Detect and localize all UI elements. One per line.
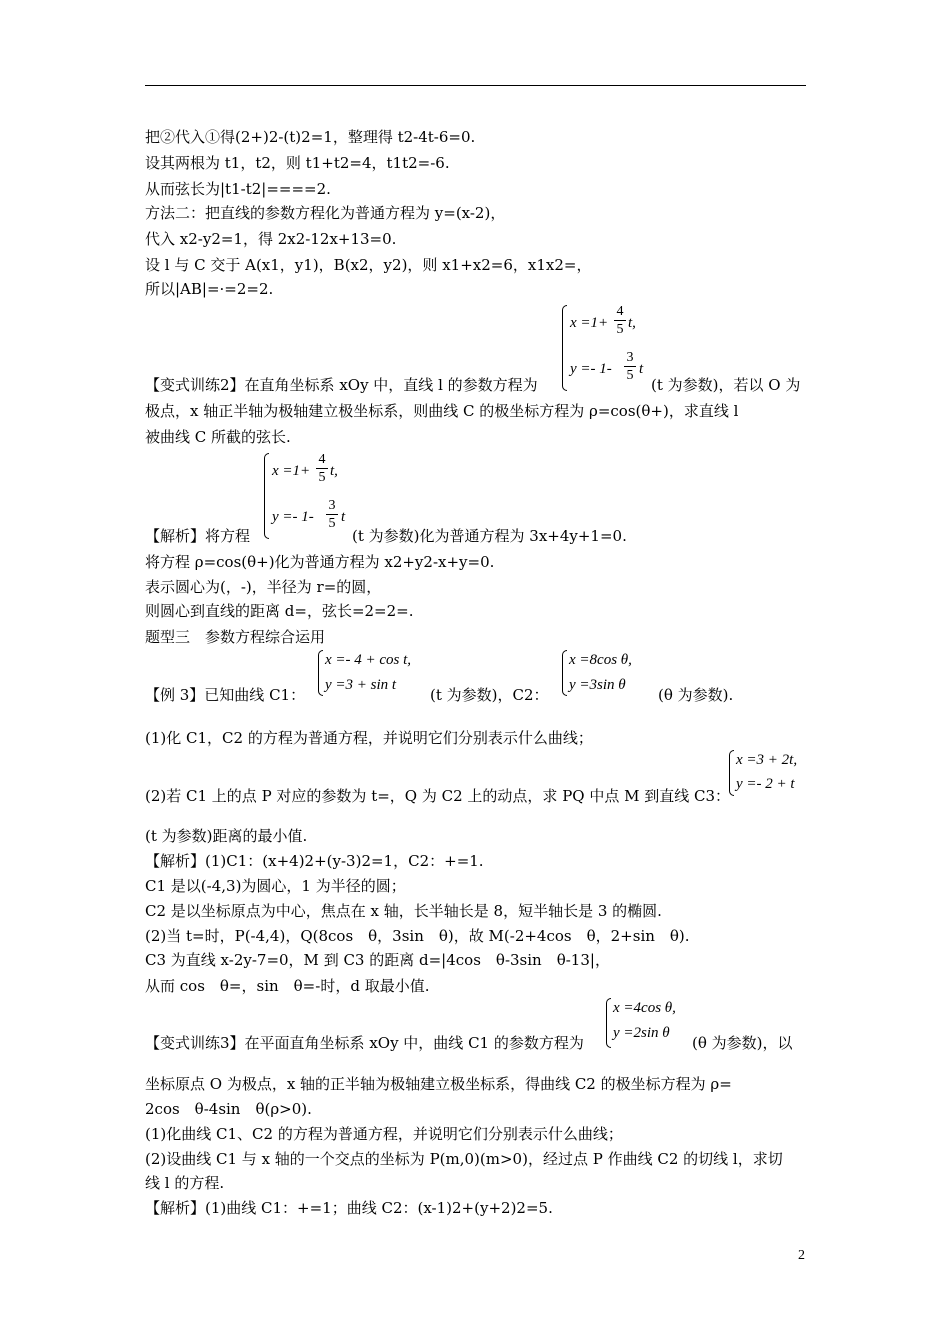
- text-line: (t 为参数)，C2：: [430, 686, 549, 704]
- text-line: 【变式训练2】在直角坐标系 xOy 中，直线 l 的参数方程为: [145, 376, 538, 394]
- text-line: (2)设曲线 C1 与 x 轴的一个交点的坐标为 P(m,0)(m>0)，经过点 P 作曲线 C2 的切线 l，求切: [145, 1150, 783, 1168]
- text-line: C1 是以(-4,3)为圆心，1 为半径的圆；: [145, 877, 406, 895]
- formula-row: y =3sin θ: [569, 677, 626, 693]
- header-rule: [145, 85, 806, 86]
- fraction: 4 5: [614, 304, 626, 337]
- text-line: (1)化 C1，C2 的方程为普通方程，并说明它们分别表示什么曲线；: [145, 729, 593, 747]
- text-line: 设其两根为 t1，t2，则 t1+t2=4，t1t2=-6.: [145, 154, 450, 172]
- formula-row: x =4cos θ,: [613, 1000, 676, 1016]
- formula-row: t,: [628, 315, 636, 331]
- formula-row: t: [639, 361, 644, 377]
- formula-row: x =1+: [272, 463, 311, 479]
- text-line: 【解析】(1)曲线 C1：+=1；曲线 C2：(x-1)2+(y+2)2=5.: [145, 1199, 553, 1217]
- text-line: (t 为参数)距离的最小值.: [145, 827, 308, 845]
- text-line: 极点，x 轴正半轴为极轴建立极坐标系，则曲线 C 的极坐标方程为 ρ=cos(θ+)，求直线 l: [145, 402, 739, 420]
- text-line: 则圆心到直线的距离 d=，弦长=2=2=.: [145, 602, 414, 620]
- text-line: C3 为直线 x-2y-7=0，M 到 C3 的距离 d=|4cos θ-3sin θ-13|，: [145, 951, 610, 969]
- formula-row: y =3 + sin t: [325, 677, 397, 693]
- text-line: (2)当 t=时，P(-4,4)，Q(8cos θ，3sin θ)，故 M(-2+4cos θ，2+sin θ).: [145, 927, 690, 945]
- formula-row: x =1+: [570, 315, 609, 331]
- formula-row: t: [341, 509, 346, 525]
- text-line: (θ 为参数)，以: [692, 1034, 793, 1052]
- text-line: (θ 为参数).: [658, 686, 734, 704]
- text-line: 从而 cos θ=，sin θ=-时，d 取最小值.: [145, 977, 430, 995]
- fraction: 4 5: [316, 452, 328, 485]
- text-line: 将方程 ρ=cos(θ+)化为普通方程为 x2+y2-x+y=0.: [145, 553, 495, 571]
- formula-row: x =3 + 2t,: [736, 752, 798, 768]
- text-line: (2)若 C1 上的点 P 对应的参数为 t=，Q 为 C2 上的动点，求 PQ 中点 M 到直线 C3：: [145, 787, 731, 805]
- formula-row: y =- 2 + t: [736, 776, 795, 792]
- formula-row: t,: [330, 463, 338, 479]
- fraction: 3 5: [624, 350, 636, 383]
- brace-icon: [562, 305, 567, 391]
- text-line: 被曲线 C 所截的弦长.: [145, 428, 291, 446]
- text-line: 坐标原点 O 为极点，x 轴的正半轴为极轴建立极坐标系，得曲线 C2 的极坐标方程为 ρ=: [145, 1075, 732, 1093]
- formula-row: x =8cos θ,: [569, 652, 632, 668]
- text-line: 从而弦长为|t1-t2|====2.: [145, 180, 331, 198]
- text-line: 题型三 参数方程综合运用: [145, 628, 326, 646]
- text-line: 所以|AB|=·=2=2.: [145, 280, 274, 298]
- text-line: (1)化曲线 C1、C2 的方程为普通方程，并说明它们分别表示什么曲线；: [145, 1125, 623, 1143]
- text-line: 设 l 与 C 交于 A(x1，y1)，B(x2，y2)，则 x1+x2=6，x1x2=，: [145, 256, 592, 274]
- brace-icon: [606, 998, 611, 1048]
- brace-icon: [264, 453, 269, 539]
- page-number: 2: [798, 1248, 805, 1263]
- text-line: (t 为参数)，若以 O 为: [651, 376, 801, 394]
- formula-row: y =- 1-: [570, 361, 612, 377]
- text-line: 线 l 的方程.: [145, 1174, 225, 1192]
- text-line: 表示圆心为(，-)，半径为 r=的圆，: [145, 578, 382, 596]
- text-line: 2cos θ-4sin θ(ρ>0).: [145, 1100, 312, 1118]
- text-line: (t 为参数)化为普通方程为 3x+4y+1=0.: [352, 527, 627, 545]
- text-line: 【例 3】已知曲线 C1：: [145, 686, 306, 704]
- text-line: 方法二：把直线的参数方程化为普通方程为 y=(x-2)，: [145, 204, 506, 222]
- text-line: 【解析】(1)C1：(x+4)2+(y-3)2=1，C2：+=1.: [145, 852, 484, 870]
- formula-row: y =2sin θ: [613, 1025, 670, 1041]
- text-line: 【变式训练3】在平面直角坐标系 xOy 中，曲线 C1 的参数方程为: [145, 1034, 584, 1052]
- text-line: 代入 x2-y2=1，得 2x2-12x+13=0.: [145, 230, 397, 248]
- formula-row: x =- 4 + cos t,: [325, 652, 412, 668]
- text-line: 把②代入①得(2+)2-(t)2=1，整理得 t2-4t-6=0.: [145, 128, 476, 146]
- text-line: 【解析】将方程: [145, 527, 251, 545]
- formula-row: y =- 1-: [272, 509, 314, 525]
- brace-icon: [318, 650, 323, 696]
- fraction: 3 5: [326, 498, 338, 531]
- text-line: C2 是以坐标原点为中心，焦点在 x 轴，长半轴长是 8，短半轴长是 3 的椭圆.: [145, 902, 662, 920]
- brace-icon: [562, 650, 567, 696]
